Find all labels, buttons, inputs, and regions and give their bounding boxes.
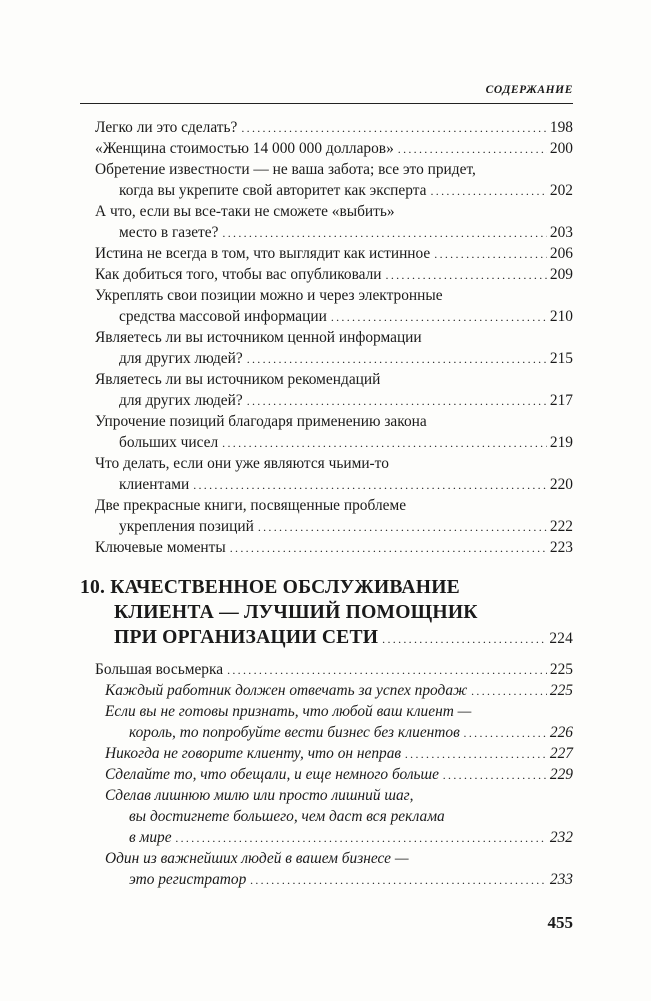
toc-entry-page: 210 [549,308,573,325]
toc-subentry-page: 232 [549,829,573,846]
toc-entry-page: 217 [549,392,573,409]
toc-entry-line [95,327,573,348]
toc-entry [119,222,573,243]
toc-entry [119,390,573,411]
toc-entry-title: Укреплять свои позиции можно и через электронные [95,287,443,304]
toc-entry-line [95,201,573,222]
toc-entry-title-cont: средства массовой информации [119,308,327,325]
toc-subentry-title: Один из важнейших людей в вашем бизнесе — [105,850,409,867]
toc-entry-title: Две прекрасные книги, посвященные проблеме [95,497,407,514]
toc-subentry-line [105,848,573,869]
page-number: 455 [547,913,573,932]
leader-dots [241,118,547,139]
leader-dots [430,181,546,202]
chapter-title: 10. КАЧЕСТВЕННОЕ ОБСЛУЖИВАНИЕ [80,577,460,598]
leader-dots [471,681,547,702]
toc-subentry-title: Если вы не готовы признать, что любой ваш клиент — [105,703,472,720]
toc-entry-title-cont: клиентами [119,476,190,493]
toc-entry-page: 225 [549,661,573,678]
toc-subentry [129,827,573,848]
toc-entry [119,474,573,495]
toc-subentry-page: 227 [549,745,573,762]
toc-entry-title: Большая восьмерка [95,661,224,678]
toc-subentry-page: 225 [549,682,573,699]
toc-subentry-title: Сделайте то, что обещали, и еще немного больше [105,766,439,783]
toc-entry-line [95,369,573,390]
toc-entry [95,659,573,680]
chapter-title-cont: КЛИЕНТА — ЛУЧШИЙ ПОМОЩНИК [114,602,478,623]
toc-entry-line [95,495,573,516]
toc-subentry [105,680,573,701]
toc-subentry-title: Никогда не говорите клиенту, что он неправ [105,745,402,762]
leader-dots [464,723,547,744]
toc-entry-page: 223 [549,539,573,556]
toc-entry-title-cont: место в газете? [119,224,219,241]
toc-entry-line [95,411,573,432]
toc-entry-page: 202 [549,182,573,199]
leader-dots [250,870,547,891]
toc-entry-title: Обретение известности — не ваша забота; все это придет, [95,161,476,178]
leader-dots [230,538,547,559]
leader-dots [258,517,547,538]
toc-subentry [105,764,573,785]
toc-entry-line [95,159,573,180]
leader-dots [247,349,547,370]
toc-subentry-line [105,701,573,722]
toc-entry-title: Как добиться того, чтобы вас опубликовали [95,266,382,283]
toc-entry-title: Являетесь ли вы источником ценной информации [95,329,422,346]
toc-entry-page: 219 [549,434,573,451]
leader-dots [222,433,547,454]
toc-entry-page: 220 [549,476,573,493]
toc-entry [95,117,573,138]
toc-entry-page: 222 [549,518,573,535]
toc-subentry-title-cont: в мире [129,829,172,846]
toc-subentry [105,743,573,764]
toc-subentry-line [105,785,573,806]
toc-subentry-title-cont: вы достигнете большего, чем даст вся реклама [129,808,445,825]
toc-entry-title: Упрочение позиций благодаря применению закона [95,413,427,430]
toc-subentry [129,869,573,890]
toc-entry-page: 200 [549,140,573,157]
toc-entry [119,432,573,453]
toc-subentry-title-cont: король, то попробуйте вести бизнес без клиентов [129,724,460,741]
toc-entry-page: 209 [549,266,573,283]
toc-entry [95,264,573,285]
toc-entry-title: Являетесь ли вы источником рекомендаций [95,371,381,388]
chapter-page: 224 [549,630,573,647]
toc-entry [95,537,573,558]
running-head: СОДЕРЖАНИЕ [485,84,573,96]
toc-entry-page: 206 [549,245,573,262]
chapter-title-cont: ПРИ ОРГАНИЗАЦИИ СЕТИ [114,627,379,648]
leader-dots [386,265,547,286]
toc-entry-title: Ключевые моменты [95,539,226,556]
toc-subentry-page: 226 [549,724,573,741]
toc-subentry-title-cont: это регистратор [129,871,247,888]
toc-entry [119,348,573,369]
toc-entry-line [95,453,573,474]
toc-entry-title: Легко ли это сделать? [95,119,238,136]
leader-dots [398,139,547,160]
toc-entry-title: «Женщина стоимостью 14 000 000 долларов» [95,140,394,157]
chapter-heading [114,625,573,650]
toc-entry-title-cont: больших чисел [119,434,219,451]
leader-dots [222,223,546,244]
chapter-heading-line [80,575,573,600]
toc-entry [119,516,573,537]
toc-subentry-page: 229 [549,766,573,783]
leader-dots [405,744,547,765]
leader-dots [331,307,547,328]
toc-entry [119,180,573,201]
toc-entry-line [95,285,573,306]
toc-entry-title: А что, если вы все-таки не сможете «выбить» [95,203,395,220]
leader-dots [382,627,546,652]
toc-entry-title: Что делать, если они уже являются чьими-то [95,455,389,472]
toc-entry [95,138,573,159]
leader-dots [434,244,547,265]
toc-entry-title-cont: укрепления позиций [119,518,254,535]
leader-dots [247,391,547,412]
toc-entry-title: Истина не всегда в том, что выглядит как истинное [95,245,431,262]
toc-entry-title-cont: когда вы укрепите свой авторитет как эксперта [119,182,427,199]
toc-subentry [129,722,573,743]
leader-dots [227,660,547,681]
toc-subentry-title: Сделав лишнюю милю или просто лишний шаг, [105,787,414,804]
toc-entry [95,243,573,264]
toc-entry [119,306,573,327]
toc-entry-page: 198 [549,119,573,136]
leader-dots [193,475,547,496]
toc-subentry-page: 233 [549,871,573,888]
leader-dots [443,765,547,786]
chapter-heading-line [114,600,573,625]
toc-entry-title-cont: для других людей? [119,350,243,367]
toc-entry-title-cont: для других людей? [119,392,243,409]
leader-dots [176,828,547,849]
toc-subentry-title: Каждый работник должен отвечать за успех продаж [105,682,468,699]
toc-entry-page: 203 [549,224,573,241]
toc-entry-page: 215 [549,350,573,367]
toc-subentry-line [129,806,573,827]
